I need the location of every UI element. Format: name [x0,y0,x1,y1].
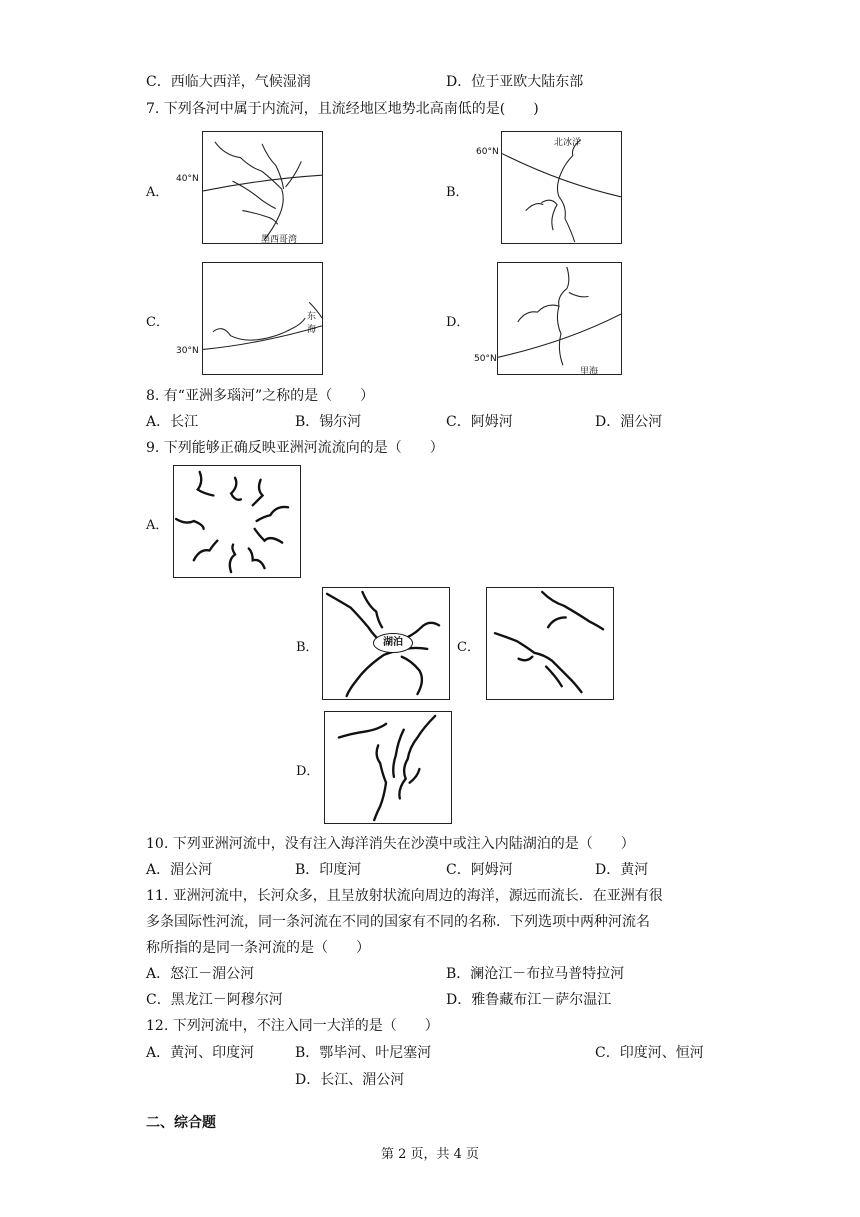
q9-map-a [173,465,301,578]
q9-label-d: D． [296,764,320,779]
q7-map-a-latitude: 40°N [176,174,199,184]
q7-label-b: B． [446,185,469,200]
q9-label-c: C． [457,640,480,655]
q12-stem: 12. 下列河流中，不注入同一大洋的是（ ） [146,1018,439,1034]
page-footer: 第 2 页，共 4 页 [380,1147,480,1162]
q11-option-d: D．雅鲁藏布江－萨尔温江 [446,992,612,1008]
q11-stem-line2: 多条国际性河流，同一条河流在不同的国家有不同的名称．下列选项中两种河流名 [146,914,650,930]
q9-map-d [324,711,452,824]
q7-label-a: A． [146,185,169,200]
q11-stem-line3: 称所指的是同一条河流的是（ ） [146,940,370,956]
q7-stem: 7. 下列各河中属于内流河，且流经地区地势北高南低的是( ) [146,101,539,117]
q7-label-c: C． [146,315,169,330]
q9-label-a: A． [146,518,169,533]
q6-option-c: C．西临大西洋，气候湿润 [146,74,311,90]
q7-map-c [202,262,323,375]
section-heading: 二、综合题 [146,1115,216,1131]
q11-option-b: B．澜沧江－布拉马普特拉河 [446,966,625,982]
q10-option-c: C．阿姆河 [446,862,513,878]
q7-map-a [202,131,323,244]
q10-option-a: A．湄公河 [146,862,213,878]
q11-option-a: A．怒江－湄公河 [146,966,255,982]
q7-map-d [497,262,622,375]
q6-option-d: D．位于亚欧大陆东部 [446,74,584,90]
q8-stem: 8. 有“亚洲多瑙河”之称的是（ ） [146,388,375,404]
q8-option-b: B．锡尔河 [295,414,362,430]
q11-stem-line1: 11. 亚洲河流中，长河众多，且呈放射状流向周边的海洋，源远而流长．在亚洲有很 [146,888,663,904]
q9-map-c [486,587,614,700]
q7-label-d: D． [446,315,470,330]
q9-stem: 9. 下列能够正确反映亚洲河流流向的是（ ） [146,440,444,456]
q11-option-c: C．黑龙江－阿穆尔河 [146,992,283,1008]
q8-option-d: D．湄公河 [595,414,663,430]
q12-option-c: C．印度河、恒河 [595,1045,704,1061]
q7-map-d-latitude: 50°N [474,354,497,364]
q10-stem: 10. 下列亚洲河流中，没有注入海洋消失在沙漠中或注入内陆湖泊的是（ ） [146,836,635,852]
q7-map-b-latitude: 60°N [476,147,499,157]
gulf-of-mexico-label: 墨西哥湾 [261,235,298,244]
q8-option-c: C．阿姆河 [446,414,513,430]
east-china-sea-label: 东海 [307,312,317,335]
q9-map-b [322,587,450,700]
arctic-ocean-label: 北冰洋 [554,138,582,148]
q7-map-b [501,131,622,244]
q8-option-a: A．长江 [146,414,199,430]
caspian-sea-label: 里海 [580,367,599,375]
q12-option-d: D．长江、湄公河 [295,1072,405,1088]
q9-label-b: B． [296,640,319,655]
q12-option-b: B．鄂毕河、叶尼塞河 [295,1045,432,1061]
q12-option-a: A．黄河、印度河 [146,1045,255,1061]
q7-map-c-latitude: 30°N [176,346,199,356]
lake-label: 湖泊 [373,633,413,653]
q10-option-b: B．印度河 [295,862,362,878]
q10-option-d: D．黄河 [595,862,649,878]
